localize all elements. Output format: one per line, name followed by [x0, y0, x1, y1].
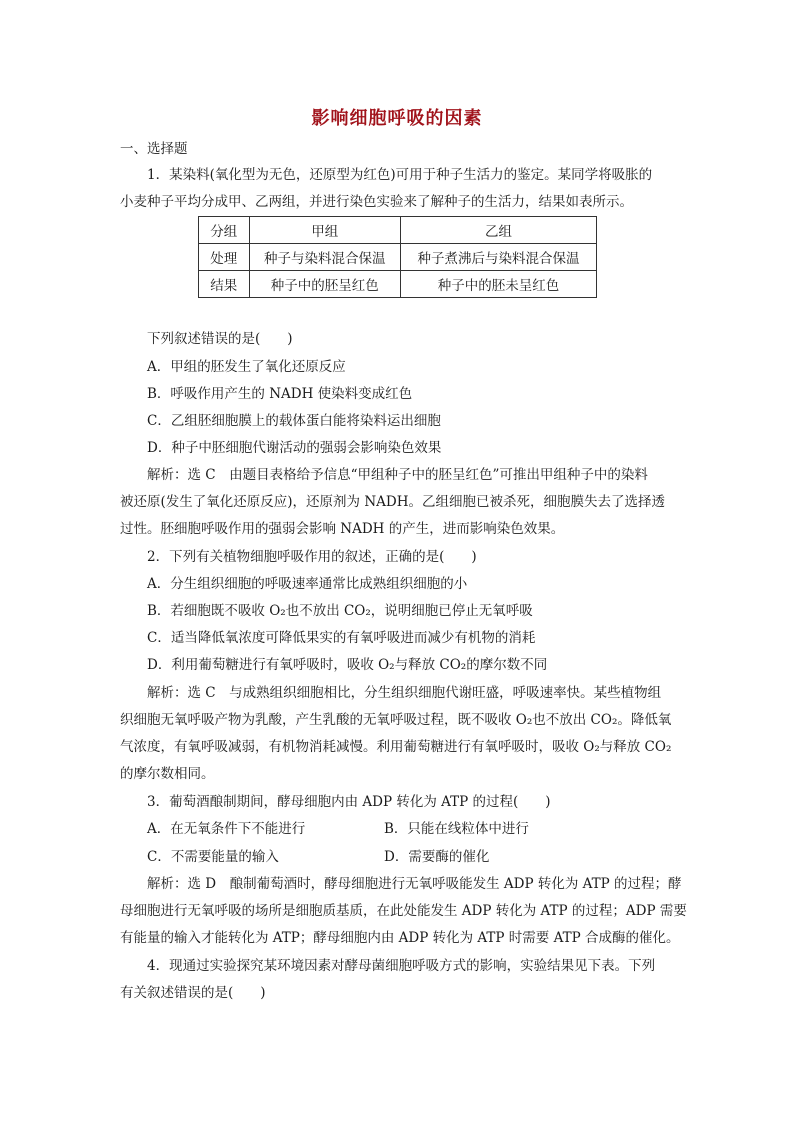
q1-stem-line-1: 1．某染料(氧化型为无色，还原型为红色)可用于种子生活力的鉴定。某同学将吸胀的	[147, 167, 653, 183]
q1-stem-line-2: 小麦种子平均分成甲、乙两组，并进行染色实验来了解种子的生活力，结果如表所示。	[120, 194, 633, 210]
table-cell: 种子中的胚未呈红色	[401, 271, 597, 298]
q1-ask: 下列叙述错误的是( )	[147, 331, 293, 347]
section-heading: 一、选择题	[120, 141, 188, 157]
q1-option-d: D．种子中胚细胞代谢活动的强弱会影响染色效果	[147, 440, 442, 456]
q2-option-c: C．适当降低氧浓度可降低果实的有氧呼吸进而减少有机物的消耗	[147, 630, 536, 646]
page-title: 影响细胞呼吸的因素	[311, 108, 483, 129]
q1-answer-line-1: 解析：选 C 由题目表格给予信息“甲组种子中的胚呈红色”可推出甲组种子中的染料	[147, 467, 648, 483]
q2-option-d: D．利用葡萄糖进行有氧呼吸时，吸收 O₂与释放 CO₂的摩尔数不同	[147, 657, 548, 673]
q3-option-a: A．在无氧条件下不能进行	[147, 821, 306, 837]
q2-answer-line-3: 气浓度，有氧呼吸减弱，有机物消耗减慢。利用葡萄糖进行有氧呼吸时，吸收 O₂与释放 CO₂	[120, 739, 672, 755]
q3-answer-line-2: 母细胞进行无氧呼吸的场所是细胞质基质，在此处能发生 ADP 转化为 ATP 的过程；ADP 需要	[120, 903, 687, 919]
table-cell: 结果	[199, 271, 250, 298]
q3-option-d: D．需要酶的催化	[384, 849, 490, 865]
q2-answer-line-1: 解析：选 C 与成熟组织细胞相比，分生组织细胞代谢旺盛，呼吸速率快。某些植物组	[147, 685, 662, 701]
table-row	[199, 244, 597, 271]
table-header-cell: 乙组	[401, 217, 597, 244]
table-header-row	[199, 217, 597, 244]
q1-option-a: A．甲组的胚发生了氧化还原反应	[147, 359, 346, 375]
q4-stem-line-2: 有关叙述错误的是( )	[120, 985, 266, 1001]
q2-answer-line-2: 织细胞无氧呼吸产物为乳酸，产生乳酸的无氧呼吸过程，既不吸收 O₂也不放出 CO₂。降低氧	[120, 712, 672, 728]
q3-stem: 3．葡萄酒酿制期间，酵母细胞内由 ADP 转化为 ATP 的过程( )	[147, 794, 551, 810]
q2-stem: 2．下列有关植物细胞呼吸作用的叙述，正确的是( )	[147, 549, 477, 565]
q1-option-b: B．呼吸作用产生的 NADH 使染料变成红色	[147, 386, 413, 402]
q3-answer-line-3: 有能量的输入才能转化为 ATP；酵母细胞内由 ADP 转化为 ATP 时需要 ATP 合成酶的催化。	[120, 930, 680, 946]
table-row	[199, 271, 597, 298]
table-cell: 处理	[199, 244, 250, 271]
q2-option-a: A．分生组织细胞的呼吸速率通常比成熟组织细胞的小	[147, 576, 468, 592]
table-cell: 种子煮沸后与染料混合保温	[401, 244, 597, 271]
table-cell: 种子与染料混合保温	[249, 244, 400, 271]
q2-option-b: B．若细胞既不吸收 O₂也不放出 CO₂，说明细胞已停止无氧呼吸	[147, 603, 533, 619]
table-header-cell: 甲组	[249, 217, 400, 244]
q1-answer-line-3: 过性。胚细胞呼吸作用的强弱会影响 NADH 的产生，进而影响染色效果。	[120, 521, 565, 537]
q3-option-c: C．不需要能量的输入	[147, 849, 279, 865]
q2-answer-line-4: 的摩尔数相同。	[120, 766, 215, 782]
q1-table	[198, 216, 597, 298]
table-cell: 种子中的胚呈红色	[249, 271, 400, 298]
q4-stem-line-1: 4．现通过实验探究某环境因素对酵母菌细胞呼吸方式的影响，实验结果见下表。下列	[147, 958, 656, 974]
q1-option-c: C．乙组胚细胞膜上的载体蛋白能将染料运出细胞	[147, 413, 441, 429]
table-header-cell: 分组	[199, 217, 250, 244]
q3-answer-line-1: 解析：选 D 酿制葡萄酒时，酵母细胞进行无氧呼吸能发生 ADP 转化为 ATP 的过程；酵	[147, 876, 682, 892]
q1-answer-line-2: 被还原(发生了氧化还原反应)，还原剂为 NADH。乙组细胞已被杀死，细胞膜失去了选择透	[120, 494, 665, 510]
q3-option-b: B．只能在线粒体中进行	[384, 821, 529, 837]
